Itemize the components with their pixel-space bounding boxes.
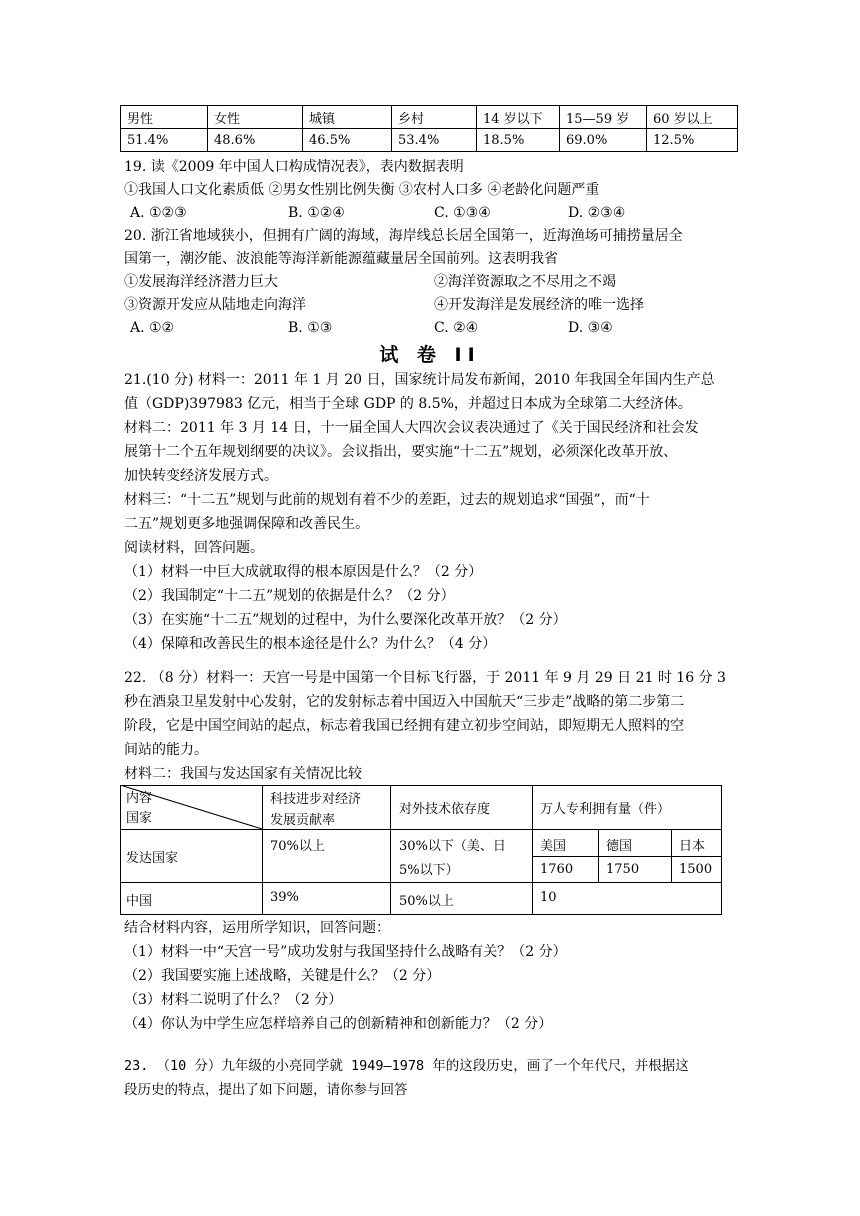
q21-line: 材料三：“十二五”规划与此前的规划有着不少的差距，过去的规划追求“国强”，而“十 — [124, 492, 650, 508]
table-cell: 50%以上 — [399, 894, 454, 909]
q21-question: （3）在实施“十二五”规划的过程中，为什么要深化改革开放？（2 分） — [124, 612, 567, 628]
table-cell: 51.4% — [121, 129, 208, 152]
q23-line: 23. （10 分）九年级的小亮同学就 1949—1978 年的这段历史，画了一个年代尺，并根据这 — [124, 1058, 689, 1074]
q22-line: 材料二：我国与发达国家有关情况比较 — [124, 766, 362, 782]
table-cell: 46.5% — [303, 129, 392, 152]
table-cell: 30%以下（美、日 — [399, 839, 506, 854]
table-cell: 日本 — [679, 839, 706, 854]
corner-top-label: 内容 — [126, 791, 153, 806]
q20-statement-1: ①发展海洋经济潜力巨大 — [124, 274, 278, 290]
q21-question: （1）材料一中巨大成就取得的根本原因是什么？（2 分） — [124, 564, 483, 580]
table-cell: 48.6% — [208, 129, 303, 152]
q21-question: （2）我国制定“十二五”规划的依据是什么？（2 分） — [124, 588, 455, 604]
table-cell: 69.0% — [560, 129, 647, 152]
q20-statement-2: ②海洋资源取之不尽用之不竭 — [434, 274, 616, 290]
col-header: 科技进步对经济 — [270, 792, 362, 807]
q21-line: 值（GDP)397983 亿元，相当于全球 GDP 的 8.5%，并超过日本成为全球第二大经济体。 — [124, 396, 692, 412]
table-cell: 1750 — [606, 862, 640, 877]
option-a: A. ①②③ — [130, 205, 187, 221]
q20-stem-2: 国第一，潮汐能、波浪能等海洋新能源蕴藏量居全国前列。这表明我省 — [124, 251, 558, 267]
q21-line: 二五”规划更多地强调保障和改善民生。 — [124, 516, 370, 532]
table-cell: 美国 — [540, 839, 567, 854]
table-cell: 39% — [270, 890, 299, 905]
option-a: A. ①② — [130, 320, 175, 336]
col-header: 万人专利拥有量（件） — [540, 802, 671, 817]
population-table — [120, 105, 738, 152]
table-cell: 60 岁以上 — [647, 106, 738, 129]
q22-line: 阶段，它是中国空间站的起点，标志着我国已经拥有建立初步空间站，即短期无人照料的空 — [124, 718, 684, 734]
table-cell: 1760 — [540, 862, 574, 877]
table-cell: 18.5% — [477, 129, 560, 152]
table-cell: 14 岁以下 — [477, 106, 560, 129]
option-c: C. ②④ — [434, 320, 479, 336]
comparison-table — [120, 785, 722, 915]
table-cell: 1500 — [679, 862, 713, 877]
table-cell: 城镇 — [303, 106, 392, 129]
option-b: B. ①②④ — [288, 205, 345, 221]
q22-question: （2）我国要实施上述战略，关键是什么？（2 分） — [124, 968, 441, 984]
q20-statement-3: ③资源开发应从陆地走向海洋 — [124, 297, 306, 313]
row-label: 中国 — [126, 894, 153, 909]
table-header-row — [121, 106, 738, 129]
col-header: 对外技术依存度 — [399, 802, 491, 817]
option-c: C. ①③④ — [434, 205, 491, 221]
q22-line: 秒在酒泉卫星发射中心发射，它的发射标志着中国迈入中国航天“三步走”战略的第二步第二 — [124, 694, 685, 710]
q21-line: 21.(10 分) 材料一：2011 年 1 月 20 日，国家统计局发布新闻，2010 年我国全年国内生产总 — [124, 372, 715, 388]
q22-line: 22. （8 分）材料一：天宫一号是中国第一个目标飞行器，于 2011 年 9 月 29 日 21 时 16 分 3 — [124, 670, 726, 686]
option-d: D. ②③④ — [568, 205, 626, 221]
table-cell: 53.4% — [392, 129, 477, 152]
table-row — [121, 129, 738, 152]
q21-line: 材料二：2011 年 3 月 14 日，十一届全国人大四次会议表决通过了《关于国民经济和社会发 — [124, 420, 699, 436]
q20-statement-4: ④开发海洋是发展经济的唯一选择 — [434, 297, 644, 313]
q22-question: （4）你认为中学生应怎样培养自己的创新精神和创新能力？（2 分） — [124, 1016, 553, 1032]
table-cell: 女性 — [208, 106, 303, 129]
table-cell: 德国 — [606, 839, 633, 854]
col-header: 发展贡献率 — [270, 813, 336, 828]
option-d: D. ③④ — [568, 320, 613, 336]
q22-question: （3）材料二说明了什么？（2 分） — [124, 992, 343, 1008]
table-cell: 5%以下） — [399, 863, 459, 878]
row-label: 发达国家 — [126, 851, 179, 866]
q22-line: 间站的能力。 — [124, 742, 208, 758]
q21-line: 阅读材料，回答问题。 — [124, 540, 264, 556]
table-cell: 15—59 岁 — [560, 106, 647, 129]
q19-statements: ①我国人口文化素质低 ②男女性别比例失衡 ③农村人口多 ④老龄化问题严重 — [124, 182, 600, 198]
table-cell: 70%以上 — [270, 839, 325, 854]
q21-line: 展第十二个五年规划纲要的决议》。会议指出，要实施“十二五”规划，必须深化改革开放、 — [124, 444, 678, 460]
table-cell: 10 — [540, 890, 557, 905]
q22-question: （1）材料一中“天宫一号”成功发射与我国坚持什么战略有关？（2 分） — [124, 944, 567, 960]
q21-question: （4）保障和改善民生的根本途径是什么？为什么？（4 分） — [124, 636, 497, 652]
q22-instruction: 结合材料内容，运用所学知识，回答问题： — [124, 920, 390, 936]
q21-line: 加快转变经济发展方式。 — [124, 468, 278, 484]
section-title: 试 卷 II — [379, 344, 481, 366]
option-b: B. ①③ — [288, 320, 333, 336]
q19-stem: 19. 读《2009 年中国人口构成情况表》，表内数据表明 — [124, 159, 464, 175]
q23-line: 段历史的特点，提出了如下问题，请你参与回答 — [124, 1082, 408, 1098]
q20-stem-1: 20. 浙江省地域狭小，但拥有广阔的海域，海岸线总长居全国第一，近海渔场可捕捞量居全 — [124, 228, 683, 244]
table-cell: 男性 — [121, 106, 208, 129]
table-cell: 乡村 — [392, 106, 477, 129]
corner-bottom-label: 国家 — [126, 811, 153, 826]
table-cell: 12.5% — [647, 129, 738, 152]
